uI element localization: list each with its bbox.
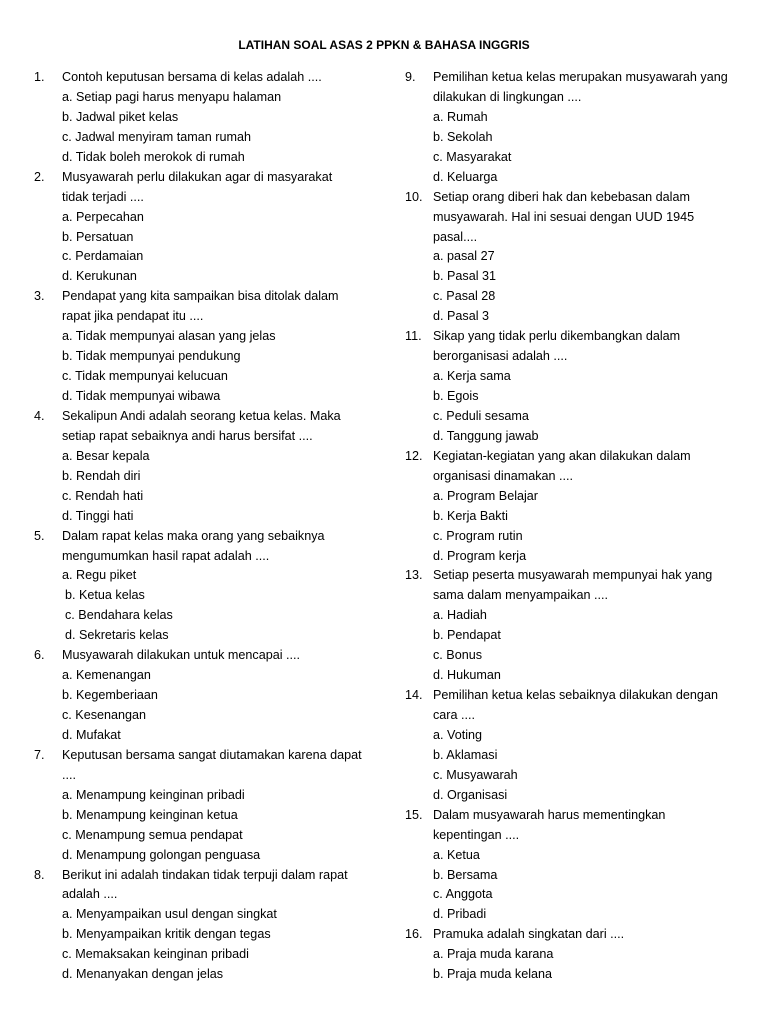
answer-option: a. Rumah xyxy=(433,109,488,124)
answer-option: d. Menanyakan dengan jelas xyxy=(62,967,224,982)
question-text: kepentingan .... xyxy=(433,827,520,842)
question-item xyxy=(405,447,745,567)
answer-option: c. Musyawarah xyxy=(433,767,518,782)
question-item xyxy=(34,287,384,407)
question-item xyxy=(34,527,384,647)
answer-option: a. pasal 27 xyxy=(433,249,495,264)
question-item xyxy=(34,646,384,746)
question-text: Keputusan bersama sangat diutamakan karena dapat xyxy=(62,747,362,762)
question-text: Sekalipun Andi adalah seorang ketua kelas. Maka xyxy=(62,408,341,423)
question-number: 15. xyxy=(405,807,423,822)
question-text: Musyawarah perlu dilakukan agar di masyarakat xyxy=(62,169,333,184)
question-text: Setiap orang diberi hak dan kebebasan dalam xyxy=(433,189,690,204)
answer-option: c. Anggota xyxy=(433,887,493,902)
question-number: 11. xyxy=(405,329,422,344)
answer-option: d. Menampung golongan penguasa xyxy=(62,847,261,862)
question-number: 8. xyxy=(34,867,45,882)
question-item xyxy=(34,746,384,866)
question-text: sama dalam menyampaikan .... xyxy=(433,588,608,603)
question-text: Musyawarah dilakukan untuk mencapai .... xyxy=(62,648,301,663)
answer-option: d. Tanggung jawab xyxy=(433,428,539,443)
answer-option: a. Menyampaikan usul dengan singkat xyxy=(62,907,277,922)
answer-option: a. Besar kepala xyxy=(62,448,150,463)
answer-option: d. Pasal 3 xyxy=(433,309,490,324)
question-text: tidak terjadi .... xyxy=(62,189,144,204)
question-item xyxy=(405,566,745,686)
question-number: 4. xyxy=(34,408,45,423)
answer-option: a. Voting xyxy=(433,727,483,742)
question-item xyxy=(405,686,745,806)
question-text: Dalam musyawarah harus mementingkan xyxy=(433,807,666,822)
question-text: Berikut ini adalah tindakan tidak terpuji dalam rapat xyxy=(62,867,348,882)
question-item xyxy=(34,168,384,288)
question-number: 16. xyxy=(405,927,423,942)
question-number: 9. xyxy=(405,70,416,84)
question-text: Pemilihan ketua kelas sebaiknya dilakukan dengan xyxy=(433,688,718,703)
answer-option: a. Regu piket xyxy=(62,568,137,583)
answer-option: d. Program kerja xyxy=(433,548,527,563)
answer-option: b. Aklamasi xyxy=(433,747,498,762)
answer-option: c. Program rutin xyxy=(433,528,523,543)
question-text: musyawarah. Hal ini sesuai dengan UUD 1945 xyxy=(433,209,695,224)
answer-option: a. Kemenangan xyxy=(62,668,151,683)
answer-option: b. Sekolah xyxy=(433,129,493,144)
question-text: Sikap yang tidak perlu dikembangkan dalam xyxy=(433,329,681,344)
question-item xyxy=(405,925,745,985)
answer-option: c. Jadwal menyiram taman rumah xyxy=(62,129,251,144)
question-number: 6. xyxy=(34,648,45,663)
question-text: Pemilihan ketua kelas merupakan musyawarah yang xyxy=(433,70,728,84)
answer-option: b. Ketua kelas xyxy=(65,588,145,603)
answer-option: a. Menampung keinginan pribadi xyxy=(62,787,245,802)
question-text: Pramuka adalah singkatan dari .... xyxy=(433,927,625,942)
answer-option: a. Setiap pagi harus menyapu halaman xyxy=(62,89,282,104)
answer-option: d. Kerukunan xyxy=(62,269,137,284)
question-text: Pendapat yang kita sampaikan bisa ditolak dalam xyxy=(62,289,339,304)
question-number: 2. xyxy=(34,169,45,184)
answer-option: a. Tidak mempunyai alasan yang jelas xyxy=(62,329,276,344)
answer-option: b. Egois xyxy=(433,389,479,403)
question-text: pasal.... xyxy=(433,229,478,244)
question-number: 7. xyxy=(34,747,45,762)
question-text: setiap rapat sebaiknya andi harus bersifat .... xyxy=(62,428,313,443)
answer-option: d. Hukuman xyxy=(433,668,501,683)
question-item xyxy=(405,68,745,188)
question-number: 1. xyxy=(34,70,45,84)
question-text: Contoh keputusan bersama di kelas adalah .... xyxy=(62,70,322,84)
answer-option: b. Tidak mempunyai pendukung xyxy=(62,349,241,364)
question-item xyxy=(405,806,745,926)
answer-option: a. Perpecahan xyxy=(62,209,144,224)
question-text: organisasi dinamakan .... xyxy=(433,468,574,483)
answer-option: a. Hadiah xyxy=(433,608,487,623)
answer-option: a. Kerja sama xyxy=(433,369,511,384)
answer-option: b. Praja muda kelana xyxy=(433,967,553,982)
answer-option: a. Program Belajar xyxy=(433,488,538,503)
page-title: LATIHAN SOAL ASAS 2 PPKN & BAHASA INGGRIS xyxy=(238,38,530,52)
question-item xyxy=(405,327,745,447)
question-number: 3. xyxy=(34,289,45,304)
answer-option: c. Tidak mempunyai kelucuan xyxy=(62,369,228,384)
answer-option: a. Ketua xyxy=(433,847,480,862)
question-item xyxy=(405,188,745,328)
left-column xyxy=(34,68,384,985)
answer-option: d. Mufakat xyxy=(62,727,121,742)
answer-option: b. Menyampaikan kritik dengan tegas xyxy=(62,927,271,942)
question-text: mengumumkan hasil rapat adalah .... xyxy=(62,548,270,563)
question-number: 5. xyxy=(34,528,45,543)
question-item xyxy=(34,68,384,168)
answer-option: c. Perdamaian xyxy=(62,249,144,264)
answer-option: b. Pendapat xyxy=(433,628,501,643)
question-text: Dalam rapat kelas maka orang yang sebaiknya xyxy=(62,528,325,543)
question-number: 12. xyxy=(405,448,423,463)
question-text: berorganisasi adalah .... xyxy=(433,349,568,364)
answer-option: a. Praja muda karana xyxy=(433,947,554,962)
question-number: 14. xyxy=(405,688,423,703)
question-text: rapat jika pendapat itu .... xyxy=(62,309,204,324)
question-number: 10. xyxy=(405,189,423,204)
answer-option: c. Memaksakan keinginan pribadi xyxy=(62,947,249,962)
answer-option: d. Sekretaris kelas xyxy=(65,628,169,643)
answer-option: b. Pasal 31 xyxy=(433,269,497,284)
answer-option: c. Pasal 28 xyxy=(433,289,496,304)
answer-option: c. Bendahara kelas xyxy=(65,608,173,623)
question-text: .... xyxy=(62,767,76,782)
question-text: Setiap peserta musyawarah mempunyai hak yang xyxy=(433,568,713,583)
question-text: cara .... xyxy=(433,708,475,722)
answer-option: d. Tidak mempunyai wibawa xyxy=(62,389,221,403)
answer-option: d. Pribadi xyxy=(433,907,487,922)
answer-option: b. Kerja Bakti xyxy=(433,508,508,523)
answer-option: b. Jadwal piket kelas xyxy=(62,109,179,124)
answer-option: c. Masyarakat xyxy=(433,149,512,164)
answer-option: c. Menampung semua pendapat xyxy=(62,827,243,842)
answer-option: d. Tinggi hati xyxy=(62,508,134,523)
answer-option: d. Tidak boleh merokok di rumah xyxy=(62,149,245,164)
answer-option: d. Organisasi xyxy=(433,787,508,802)
answer-option: c. Rendah hati xyxy=(62,488,144,503)
answer-option: d. Keluarga xyxy=(433,169,498,184)
answer-option: c. Bonus xyxy=(433,648,483,663)
answer-option: b. Bersama xyxy=(433,867,498,882)
question-item xyxy=(34,866,384,986)
answer-option: b. Menampung keinginan ketua xyxy=(62,807,238,822)
answer-option: b. Persatuan xyxy=(62,229,134,244)
question-text: adalah .... xyxy=(62,887,118,902)
question-item xyxy=(34,407,384,527)
answer-option: c. Kesenangan xyxy=(62,708,147,722)
question-text: dilakukan di lingkungan .... xyxy=(433,89,582,104)
question-number: 13. xyxy=(405,568,423,583)
answer-option: b. Rendah diri xyxy=(62,468,141,483)
question-text: Kegiatan-kegiatan yang akan dilakukan dalam xyxy=(433,448,691,463)
answer-option: c. Peduli sesama xyxy=(433,408,529,423)
right-column xyxy=(405,68,745,985)
answer-option: b. Kegemberiaan xyxy=(62,688,158,703)
